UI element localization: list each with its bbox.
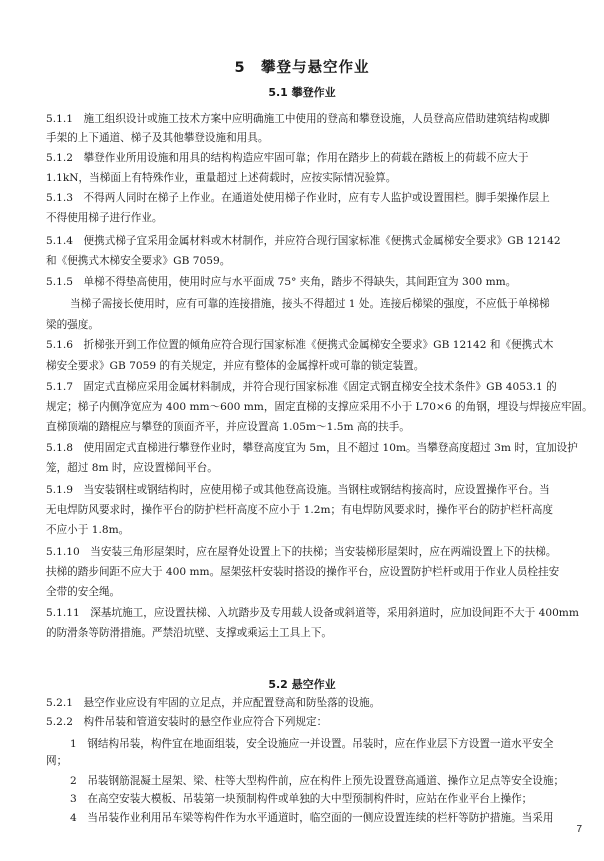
clause-5-1-2: 5.1.2 攀登作业所用设施和用具的结构构造应牢固可靠；作用在踏步上的荷载在踏板上的荷载不应大于 [46, 152, 529, 164]
clause-5-1-2-cont: 1.1kN，当梯面上有特殊作业，重量超过上述荷载时，应按实际情况验算。 [46, 172, 397, 184]
clause-5-2-2: 5.2.2 构件吊装和管道安装时的悬空作业应符合下列规定： [46, 716, 328, 728]
clause-5-2-2-item-3: 3 在高空安装大模板、吊装第一块预制构件或单独的大中型预制构件时，应站在作业平台上操作； [70, 793, 533, 805]
clause-5-1-7: 5.1.7 固定式直梯应采用金属材料制成，并符合现行国家标准《固定式钢直梯安全技术条件》GB 4053.1 的 [46, 381, 557, 393]
clause-5-1-3: 5.1.3 不得两人同时在梯子上作业。在通道处使用梯子作业时，应有专人监护或设置围栏。脚手架操作层上 [46, 192, 550, 204]
clause-5-1-9: 5.1.9 当安装钢柱或钢结构时，应使用梯子或其他登高设施。当钢柱或钢结构接高时，应设置操作平台。当 [46, 484, 550, 496]
clause-5-2-1: 5.2.1 悬空作业应设有牢固的立足点，并应配置登高和防坠落的设施。 [46, 697, 381, 709]
clause-5-1-11-cont: 的防滑条等防滑措施。严禁沿坑壁、支撑或乘运土工具上下。 [46, 627, 333, 639]
clause-5-1-9-cont2: 不应小于 1.8m。 [46, 524, 130, 536]
clause-5-1-8: 5.1.8 使用固定式直梯进行攀登作业时，攀登高度宜为 5m，且不超过 10m。当攀登高度超过 3m 时，宜加设护 [46, 442, 578, 454]
clause-5-1-11: 5.1.11 深基坑施工，应设置扶梯、入坑踏步及专用载人设备或斜道等，采用斜道时，应加设间距不大于 400mm [46, 607, 579, 619]
clause-5-1-1-cont: 手架的上下通道、梯子及其他攀登设施和用具。 [46, 132, 269, 144]
clause-5-1-5-para2: 当梯子需接长使用时，应有可靠的连接措施，接头不得超过 1 处。连接后梯梁的强度，不应低于单梯梯 [70, 298, 550, 310]
clause-5-1-9-cont1: 无电焊防风要求时，操作平台的防护栏杆高度不应小于 1.2m；有电焊防风要求时，操作平台的防护栏杆高度 [46, 504, 553, 516]
clause-5-1-7-cont1: 规定；梯子内侧净宽应为 400 mm～600 mm，固定直梯的支撑应采用不小于 L70×6 的角钢，埋设与焊接应牢固。 [46, 401, 593, 413]
clause-5-1-10-cont2: 全带的安全绳。 [46, 586, 121, 598]
clause-5-2-2-item-1: 1 钢结构吊装，构件宜在地面组装，安全设施应一并设置。吊装时，应在作业层下方设置一道水平安全 [70, 738, 554, 750]
clause-5-2-2-item-2: 2 吊装钢筋混凝土屋架、梁、柱等大型构件前，应在构件上预先设置登高通道、操作立足点等安全设施； [70, 775, 565, 787]
clause-5-1-7-cont2: 直梯顶端的踏棍应与攀登的顶面齐平，并应设置高 1.05m～1.5m 高的扶手。 [46, 421, 410, 433]
clause-5-2-2-item-4: 4 当吊装作业利用吊车梁等构件作为水平通道时，临空面的一侧应设置连续的栏杆等防护措施。当采用 [70, 812, 554, 824]
clause-5-1-8-cont: 笼，超过 8m 时，应设置梯间平台。 [46, 462, 218, 474]
clause-5-1-3-cont: 不得使用梯子进行作业。 [46, 212, 163, 224]
clause-5-1-1: 5.1.1 施工组织设计或施工技术方案中应明确施工中使用的登高和攀登设施，人员登高应借助建筑结构或脚 [46, 113, 550, 125]
section-title-5-2: 5.2 悬空作业 [268, 678, 336, 691]
clause-5-1-5-para2-cont: 梁的强度。 [46, 319, 99, 331]
clause-5-1-4-cont: 和《便携式木梯安全要求》GB 7059。 [46, 255, 231, 267]
clause-5-1-5: 5.1.5 单梯不得垫高使用，使用时应与水平面成 75° 夹角，踏步不得缺失，其间距宜为 300 mm。 [46, 276, 517, 288]
clause-5-2-2-item-1-cont: 网； [46, 755, 68, 767]
section-title-5-1: 5.1 攀登作业 [268, 86, 336, 99]
clause-5-1-6: 5.1.6 折梯张开到工作位置的倾角应符合现行国家标准《便携式金属梯安全要求》GB 12142 和《便携式木 [46, 339, 554, 351]
chapter-title: 5 攀登与悬空作业 [234, 60, 370, 76]
clause-5-1-4: 5.1.4 便携式梯子宜采用金属材料或木材制作，并应符合现行国家标准《便携式金属梯安全要求》GB 12142 [46, 235, 561, 247]
page-number: 7 [576, 824, 582, 835]
clause-5-1-10: 5.1.10 当安装三角形屋架时，应在屋脊处设置上下的扶梯；当安装梯形屋架时，应在两端设置上下的扶梯。 [46, 546, 557, 558]
clause-5-1-6-cont: 梯安全要求》GB 7059 的有关规定，并应有整体的金属撑杆或可靠的锁定装置。 [46, 360, 425, 372]
clause-5-1-10-cont1: 扶梯的踏步间距不应大于 400 mm。屋架弦杆安装时搭设的操作平台，应设置防护栏杆或用于作业人员栓挂安 [46, 566, 560, 578]
